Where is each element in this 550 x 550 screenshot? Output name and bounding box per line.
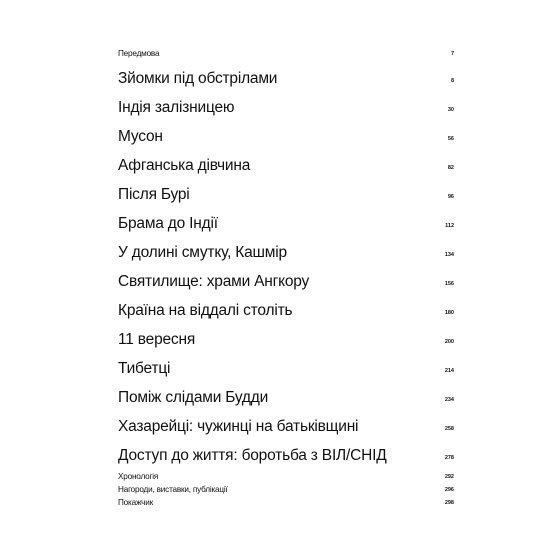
toc-entry-page: 96 [447,194,454,200]
toc-entry-title: 11 вересня [118,331,196,348]
toc-entry-page: 56 [447,136,454,142]
toc-entry-chapter [118,122,454,151]
toc-entry-page: 156 [444,281,454,287]
toc-entry-chapter [118,209,454,238]
toc-entry-chapter [118,354,454,383]
toc-entry-page: 214 [444,368,454,374]
toc-entry-chapter [118,180,454,209]
toc-entry-page: 234 [444,397,454,403]
toc-entry-title: Країна на віддалі століть [118,302,293,319]
toc-entry-page: 292 [444,474,454,480]
toc-entry-chapter [118,238,454,267]
toc-entry-page: 7 [450,51,454,57]
toc-entry-page: 278 [444,455,454,461]
toc-entry-chapter [118,296,454,325]
toc-entry-title: Індія залізницею [118,99,235,116]
toc-entry-title: Доступ до життя: боротьба з ВІЛ/СНІД [118,447,387,464]
toc-entry-page: 8 [450,78,454,84]
toc-entry-chapter [118,325,454,354]
table-of-contents [118,44,454,509]
toc-entry-page: 258 [444,426,454,432]
toc-entry-index [118,496,454,509]
toc-entry-title: Поміж слідами Будди [118,389,269,406]
toc-entry-page: 180 [444,310,454,316]
toc-entry-preface [118,44,454,64]
toc-entry-title: Тибетці [118,360,171,377]
toc-entry-title: Святилище: храми Ангкору [118,273,310,290]
toc-entry-chapter [118,151,454,180]
toc-entry-title: Зйомки під обстрілами [118,70,278,87]
toc-entry-page: 296 [444,487,454,493]
toc-entry-page: 200 [444,339,454,345]
toc-entry-title: Хронологія [118,472,159,481]
toc-entry-awards [118,483,454,496]
toc-entry-page: 112 [445,223,454,229]
toc-entry-chapter [118,64,454,93]
toc-entry-chapter [118,267,454,296]
toc-entry-page: 30 [447,107,454,113]
toc-entry-title: Нагороди, виставки, публікації [118,485,228,494]
toc-entry-chapter [118,412,454,441]
toc-entry-page: 82 [447,165,454,171]
toc-entry-chapter [118,383,454,412]
toc-entry-page: 298 [444,500,454,506]
toc-entry-title: Мусон [118,128,163,145]
toc-entry-title: Після Бурі [118,186,190,203]
toc-entry-title: Покажчик [118,498,153,507]
toc-entry-chronology [118,470,454,483]
toc-entry-chapter [118,93,454,122]
toc-entry-title: Афганська дівчина [118,157,251,174]
toc-entry-title: Хазарейці: чужинці на батьківщині [118,418,359,435]
toc-entry-title: У долині смутку, Кашмір [118,244,287,261]
toc-entry-title: Передмова [118,49,160,58]
toc-entry-title: Брама до Індії [118,215,218,232]
toc-entry-chapter [118,441,454,470]
toc-entry-page: 134 [444,252,454,258]
